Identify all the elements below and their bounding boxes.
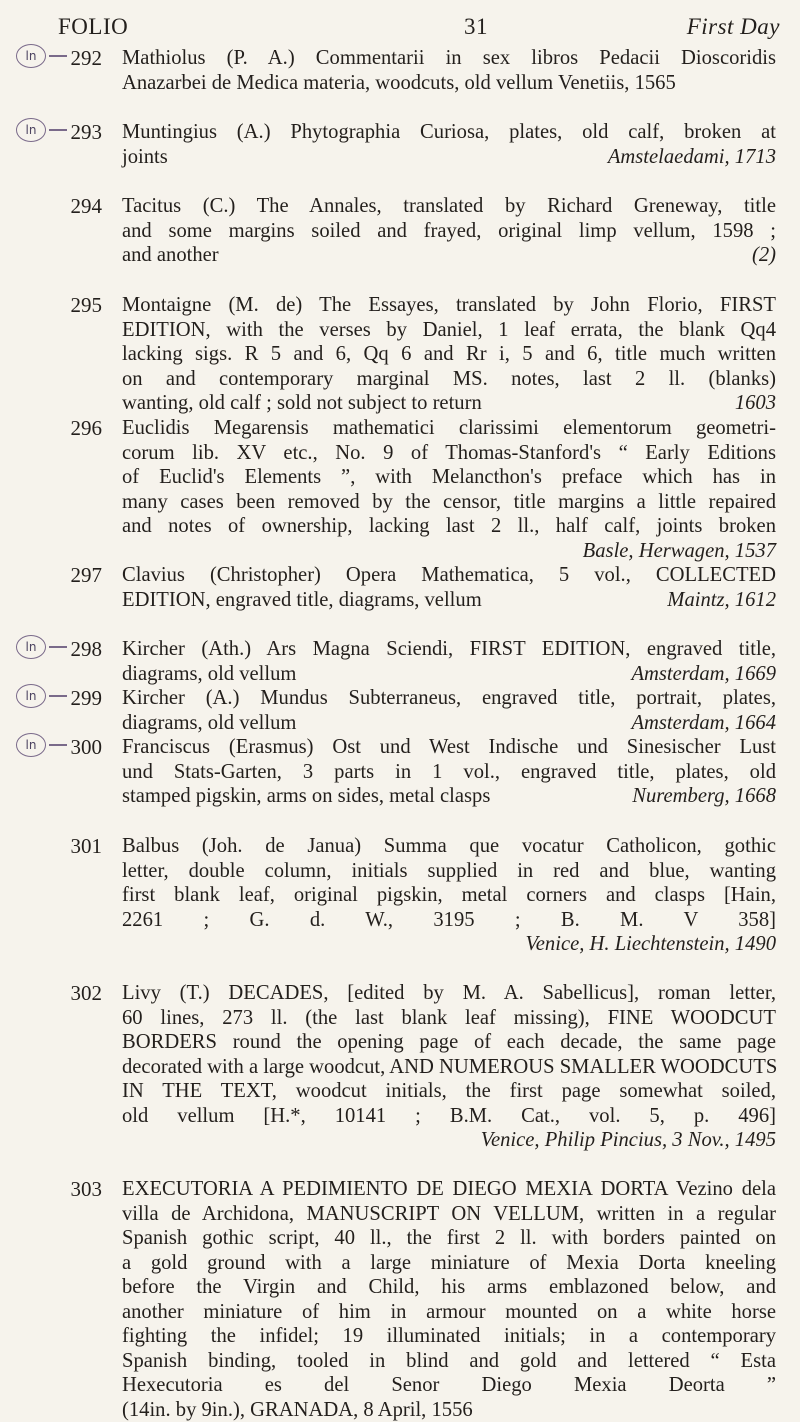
description-line: Hexecutoria es del Senor Diego Mexia Deorta ” xyxy=(122,1373,776,1398)
lot-number-text: 300 xyxy=(71,735,103,759)
description-line xyxy=(122,145,776,170)
description-line: Montaigne (M. de) The Essayes, translated by John Florio, FIRST xyxy=(122,293,776,318)
imprint: Venice, Philip Pincius, 3 Nov., 1495 xyxy=(481,1128,776,1153)
page-number: 31 xyxy=(464,14,488,40)
description-line xyxy=(122,588,776,613)
imprint: Venice, H. Liechtenstein, 1490 xyxy=(526,932,777,957)
description-line: before the Virgin and Child, his arms emblazoned below, and xyxy=(122,1275,776,1300)
description-line: BORDERS round the opening page of each decade, the same page xyxy=(122,1030,776,1055)
handwritten-circle-mark: ln xyxy=(16,635,46,659)
description-line: Balbus (Joh. de Janua) Summa que vocatur Catholicon, gothic xyxy=(122,834,776,859)
description-line: 60 lines, 273 ll. (the last blank leaf missing), FINE WOODCUT xyxy=(122,1006,776,1031)
description-line: Franciscus (Erasmus) Ost und West Indische und Sinesischer Lust xyxy=(122,735,776,760)
description-line: old vellum [H.*, 10141 ; B.M. Cat., vol. 5, p. 496] xyxy=(122,1104,776,1129)
description-line: letter, double column, initials supplied in red and blue, wanting xyxy=(122,859,776,884)
lot-number-text: 292 xyxy=(71,46,103,70)
handwritten-circle-mark: ln xyxy=(16,684,46,708)
line-body: wanting, old calf ; sold not subject to return xyxy=(122,392,482,414)
lot-number-text: 299 xyxy=(71,686,103,710)
lot-number-text: 297 xyxy=(71,563,103,587)
lot-number-text: 302 xyxy=(71,981,103,1005)
lot-number-text: 295 xyxy=(71,293,103,317)
header-day: First Day xyxy=(687,14,780,40)
description-line: Tacitus (C.) The Annales, translated by Richard Greneway, title xyxy=(122,194,776,219)
page-header xyxy=(58,14,780,44)
line-body: joints xyxy=(122,146,168,168)
description-line xyxy=(122,932,776,957)
imprint: Amstelaedami, 1713 xyxy=(608,145,776,170)
description-line: and some margins soiled and frayed, original limp vellum, 1598 ; xyxy=(122,219,776,244)
lot-description xyxy=(122,834,776,957)
handwritten-circle-mark: ln xyxy=(16,733,46,757)
description-line: another miniature of him in armour mounted on a white horse xyxy=(122,1300,776,1325)
description-line: Spanish gothic script, 40 ll., the first 2 ll. with borders painted on xyxy=(122,1226,776,1251)
description-line: and notes of ownership, lacking last 2 ll., half calf, joints broken xyxy=(122,514,776,539)
header-folio: FOLIO xyxy=(58,14,128,40)
description-line: lacking sigs. R 5 and 6, Qq 6 and Rr i, 5 and 6, title much written xyxy=(122,342,776,367)
description-line: corum lib. XV etc., No. 9 of Thomas-Stanford's “ Early Editions xyxy=(122,441,776,466)
description-line: of Euclid's Elements ”, with Melancthon's preface which has in xyxy=(122,465,776,490)
description-line: decorated with a large woodcut, AND NUMEROUS SMALLER WOODCUTS xyxy=(122,1055,776,1080)
lot-number-text: 294 xyxy=(71,194,103,218)
description-line: Mathiolus (P. A.) Commentarii in sex libros Pedacii Dioscoridis xyxy=(122,46,776,71)
lot-description xyxy=(122,120,776,169)
handwritten-circle-mark: ln xyxy=(16,44,46,68)
description-line xyxy=(122,1128,776,1153)
lot-description xyxy=(122,416,776,563)
imprint: Nuremberg, 1668 xyxy=(632,784,776,809)
lot-number-text: 303 xyxy=(71,1177,103,1201)
description-line: und Stats-Garten, 3 parts in 1 vol., engraved title, plates, old xyxy=(122,760,776,785)
description-line: (14in. by 9in.), GRANADA, 8 April, 1556 xyxy=(122,1398,776,1422)
line-body: diagrams, old vellum xyxy=(122,712,296,734)
description-line: Livy (T.) DECADES, [edited by M. A. Sabellicus], roman letter, xyxy=(122,981,776,1006)
lot-description xyxy=(122,1177,776,1422)
description-line: Anazarbei de Medica materia, woodcuts, old vellum Venetiis, 1565 xyxy=(122,71,776,96)
line-body: EDITION, engraved title, diagrams, vellum xyxy=(122,589,482,611)
lot-description xyxy=(122,563,776,612)
description-line xyxy=(122,539,776,564)
imprint: Amsterdam, 1669 xyxy=(631,662,776,687)
lot-description xyxy=(122,46,776,95)
lot-description xyxy=(122,194,776,268)
line-body: diagrams, old vellum xyxy=(122,663,296,685)
description-line xyxy=(122,784,776,809)
description-line: on and contemporary marginal MS. notes, last 2 ll. (blanks) xyxy=(122,367,776,392)
line-body: and another xyxy=(122,244,219,266)
description-line: many cases been removed by the censor, title margins a little repaired xyxy=(122,490,776,515)
lot-description xyxy=(122,637,776,686)
lot-number-text: 301 xyxy=(71,834,103,858)
lot-number-text: 298 xyxy=(71,637,103,661)
imprint: (2) xyxy=(752,243,776,268)
line-body: stamped pigskin, arms on sides, metal clasps xyxy=(122,785,490,807)
description-line: EDITION, with the verses by Daniel, 1 leaf errata, the blank Qq4 xyxy=(122,318,776,343)
imprint: Basle, Herwagen, 1537 xyxy=(583,539,776,564)
description-line: Euclidis Megarensis mathematici clarissimi elementorum geometri- xyxy=(122,416,776,441)
description-line: first blank leaf, original pigskin, metal corners and clasps [Hain, xyxy=(122,883,776,908)
description-line: Kircher (A.) Mundus Subterraneus, engraved title, portrait, plates, xyxy=(122,686,776,711)
description-line: villa de Archidona, MANUSCRIPT ON VELLUM, written in a regular xyxy=(122,1202,776,1227)
description-line: Clavius (Christopher) Opera Mathematica, 5 vol., COLLECTED xyxy=(122,563,776,588)
description-line xyxy=(122,711,776,736)
lot-description xyxy=(122,293,776,416)
description-line: EXECUTORIA A PEDIMIENTO DE DIEGO MEXIA DORTA Vezino dela xyxy=(122,1177,776,1202)
handwritten-circle-mark: ln xyxy=(16,118,46,142)
description-line xyxy=(122,243,776,268)
description-line: Kircher (Ath.) Ars Magna Sciendi, FIRST EDITION, engraved title, xyxy=(122,637,776,662)
lot-description xyxy=(122,735,776,809)
imprint: 1603 xyxy=(735,391,776,416)
imprint: Maintz, 1612 xyxy=(667,588,776,613)
description-line: a gold ground with a large miniature of Mexia Dorta kneeling xyxy=(122,1251,776,1276)
lot-description xyxy=(122,981,776,1153)
description-line xyxy=(122,662,776,687)
lot-description xyxy=(122,686,776,735)
description-line: IN THE TEXT, woodcut initials, the first page somewhat soiled, xyxy=(122,1079,776,1104)
lot-number-text: 293 xyxy=(71,120,103,144)
description-line: Spanish binding, tooled in blind and gold and lettered “ Esta xyxy=(122,1349,776,1374)
description-line: 2261 ; G. d. W., 3195 ; B. M. V 358] xyxy=(122,908,776,933)
description-line: Muntingius (A.) Phytographia Curiosa, plates, old calf, broken at xyxy=(122,120,776,145)
lot-number-text: 296 xyxy=(71,416,103,440)
description-line xyxy=(122,391,776,416)
imprint: Amsterdam, 1664 xyxy=(631,711,776,736)
description-line: fighting the infidel; 19 illuminated initials; in a contemporary xyxy=(122,1324,776,1349)
